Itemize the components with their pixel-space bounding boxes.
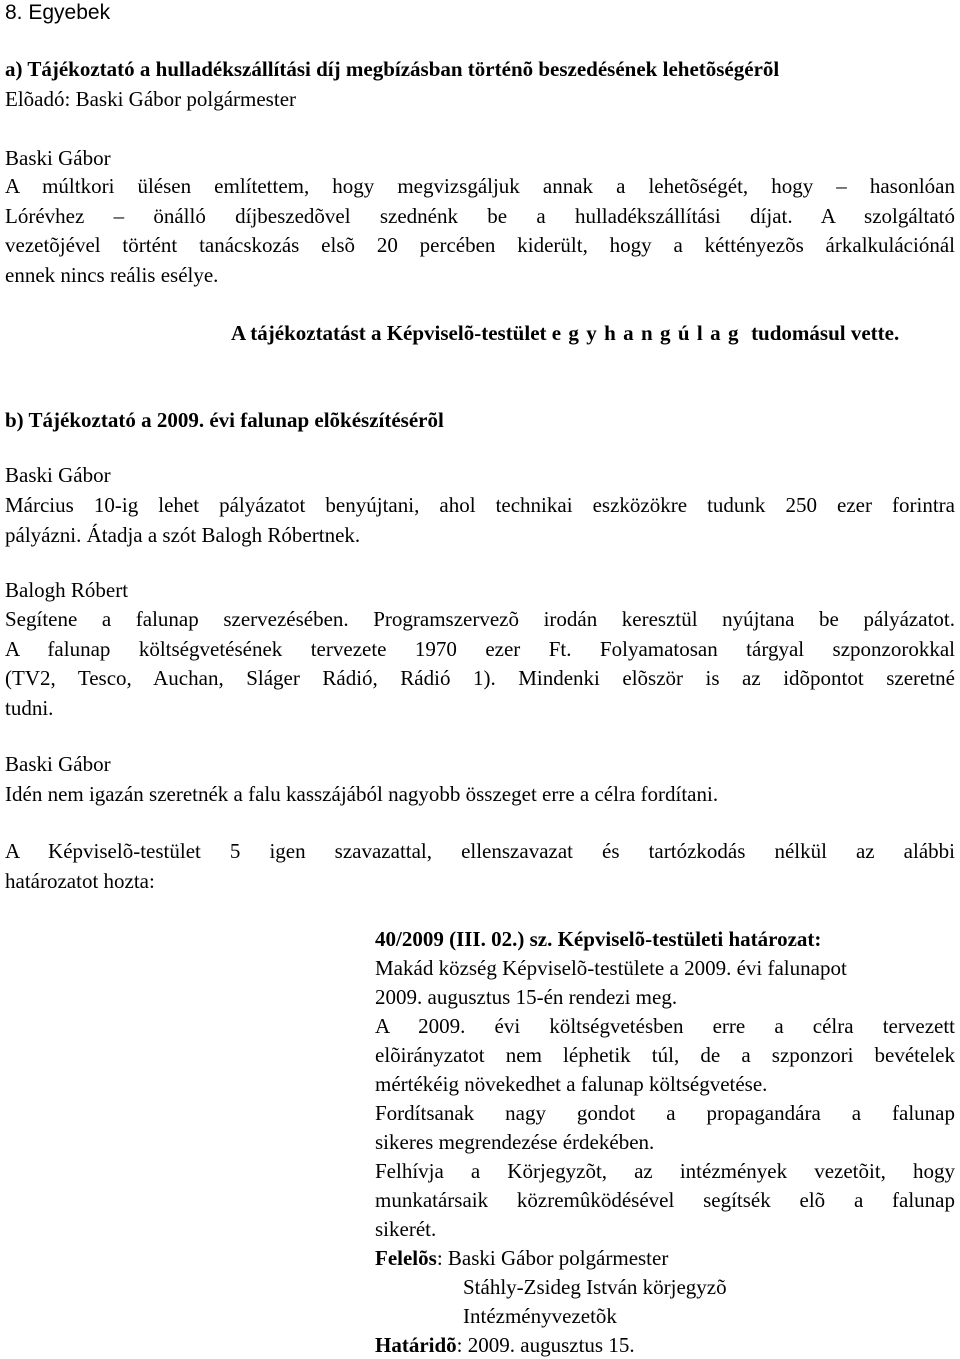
item-a-speaker: Baski Gábor	[5, 146, 111, 170]
item-b-speech-1-line: pályázni. Átadja a szót Balogh Róbertnek.	[5, 523, 361, 547]
resolution-line: A 2009. évi költségvetésben erre a célra tervezett	[375, 1014, 955, 1038]
resolution-line: sikerét.	[375, 1217, 437, 1241]
item-a-title: a) Tájékoztató a hulladékszállítási díj megbízásban történõ beszedésének lehetõségérõl	[5, 57, 780, 81]
item-a-text-line: A múltkori ülésen említettem, hogy megvizsgáljuk annak a lehetõségét, hogy – hasonlóan	[5, 174, 955, 198]
item-a-text-line: Lórévhez – önálló díjbeszedõvel szednénk be a hulladékszállítási díjat. A szolgáltató	[5, 204, 955, 228]
item-a-decision	[231, 320, 899, 346]
item-b-speech-2-line: (TV2, Tesco, Auchan, Sláger Rádió, Rádió 1). Mindenki elõször is az idõpontot szeretné	[5, 666, 955, 690]
item-a-text-line: vezetõjével történt tanácskozás elsõ 20 percében kiderült, hogy a kéttényezõs árkalkulációnál	[5, 233, 955, 257]
item-b-speaker-1: Baski Gábor	[5, 463, 111, 487]
deadline-label: Határidõ	[375, 1333, 457, 1357]
responsible-person: Stáhly-Zsideg István körjegyzõ	[463, 1275, 727, 1299]
item-b-title: b) Tájékoztató a 2009. évi falunap elõkészítésérõl	[5, 408, 444, 432]
resolution-line: munkatársaik közremûködésével segítsék elõ a falunap	[375, 1188, 955, 1212]
item-b-speech-2-line: Segítene a falunap szervezésében. Programszervezõ irodán keresztül nyújtana be pályázatot.	[5, 607, 955, 631]
item-b-speech-2-line: tudni.	[5, 696, 54, 720]
responsible-row	[375, 1245, 955, 1271]
resolution-title: 40/2009 (III. 02.) sz. Képviselõ-testületi határozat:	[375, 927, 822, 951]
item-b-vote-line: A Képviselõ-testület 5 igen szavazattal, ellenszavazat és tartózkodás nélkül az alábbi	[5, 839, 955, 863]
resolution-line: 2009. augusztus 15-én rendezi meg.	[375, 985, 678, 1009]
item-b-speech-1-line: Március 10-ig lehet pályázatot benyújtani, ahol technikai eszközökre tudunk 250 ezer forintra	[5, 493, 955, 517]
responsible-label: Felelõs	[375, 1246, 437, 1270]
item-b-speech-2-line: A falunap költségvetésének tervezete 1970 ezer Ft. Folyamatosan tárgyal szponzorokkal	[5, 637, 955, 661]
deadline-row	[375, 1332, 955, 1358]
decision-suffix: tudomásul vette.	[751, 321, 900, 345]
item-b-speaker-3: Baski Gábor	[5, 752, 111, 776]
item-b-speech-3: Idén nem igazán szeretnék a falu kasszájából nagyobb összeget erre a célra fordítani.	[5, 782, 719, 806]
decision-spaced: egyhangúlag	[551, 321, 746, 345]
deadline-value: : 2009. augusztus 15.	[456, 1333, 635, 1357]
decision-prefix: A tájékoztatást a Képviselõ-testület	[231, 321, 547, 345]
resolution-line: elõirányzatot nem léphetik túl, de a szponzori bevételek	[375, 1043, 955, 1067]
item-b-speaker-2: Balogh Róbert	[5, 578, 129, 602]
responsible-person: Intézményvezetõk	[463, 1304, 617, 1328]
item-a-text-line: ennek nincs reális esélye.	[5, 263, 219, 287]
item-a-presenter: Elõadó: Baski Gábor polgármester	[5, 87, 297, 111]
responsible-person: : Baski Gábor polgármester	[436, 1246, 669, 1270]
section-title: 8. Egyebek	[5, 1, 111, 24]
resolution-line: mértékéig növekedhet a falunap költségvetése.	[375, 1072, 768, 1096]
resolution-line: Fordítsanak nagy gondot a propagandára a falunap	[375, 1101, 955, 1125]
item-b-vote-line: határozatot hozta:	[5, 869, 155, 893]
resolution-line: Makád község Képviselõ-testülete a 2009. évi falunapot	[375, 956, 847, 980]
resolution-line: sikeres megrendezése érdekében.	[375, 1130, 655, 1154]
resolution-line: Felhívja a Körjegyzõt, az intézmények vezetõit, hogy	[375, 1159, 955, 1183]
